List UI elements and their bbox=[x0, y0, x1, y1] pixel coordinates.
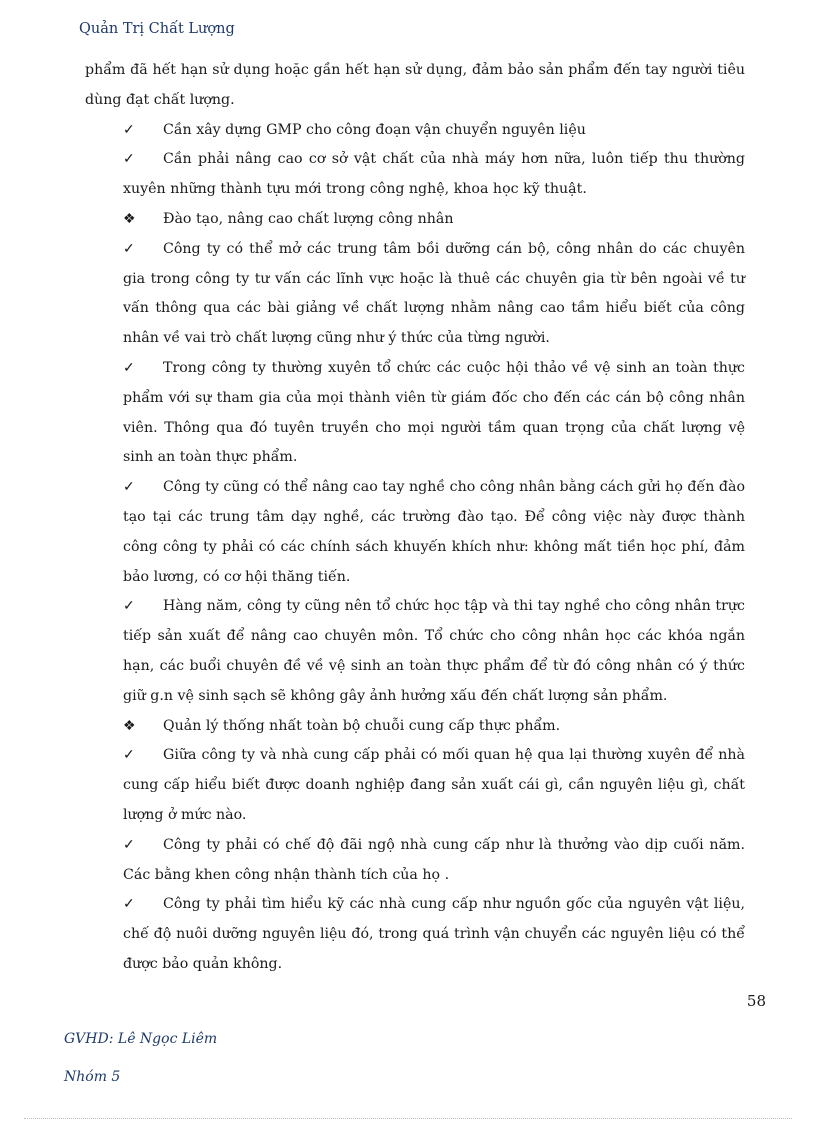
bullet-paragraph bbox=[85, 145, 745, 205]
bullet-paragraph bbox=[85, 831, 745, 891]
checkmark-icon: ✓ bbox=[123, 747, 135, 764]
bullet-paragraph bbox=[85, 116, 745, 146]
checkmark-icon: ✓ bbox=[123, 896, 135, 913]
bullet-paragraph bbox=[85, 354, 745, 473]
checkmark-icon: ✓ bbox=[123, 240, 135, 257]
checkmark-icon: ✓ bbox=[123, 598, 135, 615]
paragraph-text: Cần phải nâng cao cơ sở vật chất của nhà máy hơn nữa, luôn tiếp thu thường xuyên những thành tựu mới trong công nghệ, khoa học kỹ thuật. bbox=[123, 151, 745, 198]
page-header-title: Quản Trị Chất Lượng bbox=[79, 21, 235, 37]
checkmark-icon: ✓ bbox=[123, 479, 135, 496]
bullet-paragraph bbox=[85, 235, 745, 354]
paragraph-text: Hàng năm, công ty cũng nên tổ chức học tập và thi tay nghề cho công nhân trực tiếp sản xuất để nâng cao chuyên môn. Tổ chức cho công nhân học các khóa ngắn hạn, các buổi chuyên đề về vệ sinh an toàn thực phẩm để từ đó công nhân có ý thức giữ g.n vệ sinh sạch sẽ không gây ảnh hưởng xấu đến chất lượng sản phẩm. bbox=[123, 598, 745, 704]
checkmark-icon: ✓ bbox=[123, 836, 135, 853]
paragraph-text: phẩm đã hết hạn sử dụng hoặc gần hết hạn sử dụng, đảm bảo sản phẩm đến tay người tiêu dùng đạt chất lượng. bbox=[85, 62, 745, 108]
checkmark-icon: ✓ bbox=[123, 151, 135, 168]
paragraph-text: Quản lý thống nhất toàn bộ chuỗi cung cấp thực phẩm. bbox=[163, 717, 561, 734]
paragraph-text: Công ty có thể mở các trung tâm bồi dưỡng cán bộ, công nhân do các chuyên gia trong công ty tư vấn các lĩnh vực hoặc là thuê các chuyên gia từ bên ngoài về tư vấn thông qua các bài giảng về chất lượng nhằm nâng cao tầm hiểu biết của công nhân về vai trò chất lượng cũng như ý thức của từng người. bbox=[123, 240, 745, 347]
footer-group: Nhóm 5 bbox=[64, 1069, 121, 1085]
section-heading bbox=[85, 205, 745, 235]
checkmark-icon: ✓ bbox=[123, 121, 135, 138]
page-number: 58 bbox=[746, 992, 766, 1010]
paragraph-text: Công ty phải có chế độ đãi ngộ nhà cung cấp như là thưởng vào dịp cuối năm. Các bằng khen công nhận thành tích của họ . bbox=[123, 836, 745, 883]
paragraph-text: Công ty cũng có thể nâng cao tay nghề cho công nhân bằng cách gửi họ đến đào tạo tại các trung tâm dạy nghề, các trường đào tạo. Để công việc này được thành công công ty phải có các chính sách khuyến khích như: không mất tiền học phí, đảm bảo lương, có cơ hội thăng tiến. bbox=[123, 479, 745, 585]
bullet-paragraph bbox=[85, 741, 745, 830]
diamond-bullet-icon: ❖ bbox=[123, 210, 136, 227]
paragraph-text: Giữa công ty và nhà cung cấp phải có mối quan hệ qua lại thường xuyên để nhà cung cấp hiểu biết được doanh nghiệp đang sản xuất cái gì, cần nguyên liệu gì, chất lượng ở mức nào. bbox=[123, 747, 745, 823]
document-body bbox=[85, 56, 745, 980]
paragraph-text: Trong công ty thường xuyên tổ chức các cuộc hội thảo về vệ sinh an toàn thực phẩm với sự tham gia của mọi thành viên từ giám đốc cho đến các cán bộ công nhân viên. Thông qua đó tuyên truyền cho mọi người tầm quan trọng của chất lượng vệ sinh an toàn thực phẩm. bbox=[123, 359, 745, 466]
bullet-paragraph bbox=[85, 890, 745, 979]
paragraph-text: Công ty phải tìm hiểu kỹ các nhà cung cấp như nguồn gốc của nguyên vật liệu, chế độ nuôi dưỡng nguyên liệu đó, trong quá trình vận chuyển các nguyên liệu có thể được bảo quản không. bbox=[123, 896, 745, 972]
footer-advisor: GVHD: Lê Ngọc Liêm bbox=[64, 1031, 218, 1047]
footer-divider bbox=[24, 1118, 792, 1119]
paragraph-text: Đào tạo, nâng cao chất lượng công nhân bbox=[163, 210, 454, 227]
checkmark-icon: ✓ bbox=[123, 359, 135, 376]
paragraph-continuation bbox=[85, 56, 745, 116]
diamond-bullet-icon: ❖ bbox=[123, 717, 136, 734]
bullet-paragraph bbox=[85, 473, 745, 592]
section-heading bbox=[85, 712, 745, 742]
paragraph-text: Cần xây dựng GMP cho công đoạn vận chuyển nguyên liệu bbox=[163, 121, 586, 138]
bullet-paragraph bbox=[85, 592, 745, 711]
